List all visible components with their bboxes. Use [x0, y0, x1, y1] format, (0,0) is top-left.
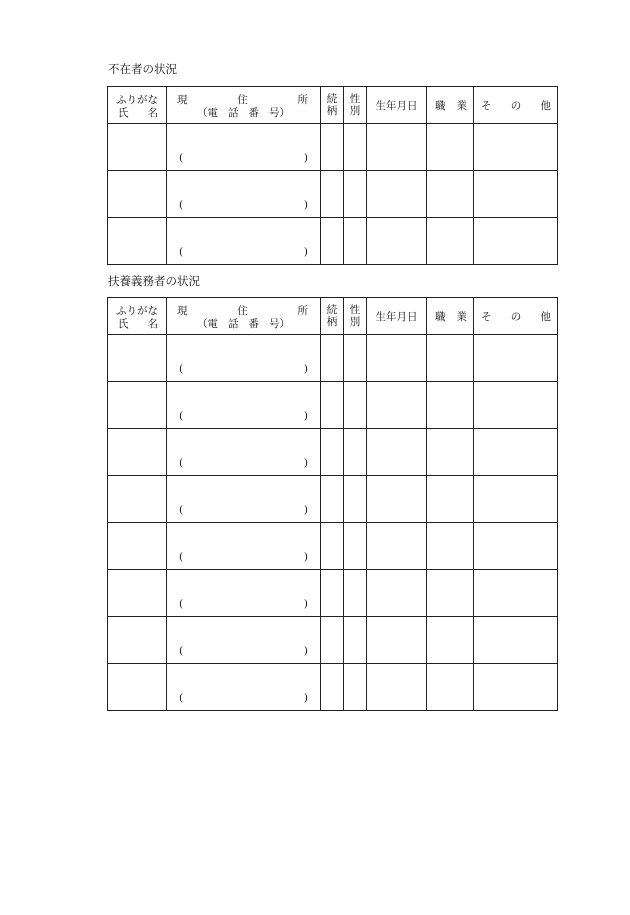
relation-cell[interactable]: [321, 218, 344, 265]
birthdate-cell[interactable]: [367, 335, 427, 382]
sex-cell[interactable]: [344, 171, 367, 218]
birthdate-cell[interactable]: [367, 617, 427, 664]
address-cell[interactable]: ( ): [167, 570, 321, 617]
other-cell[interactable]: [474, 664, 558, 711]
other-cell[interactable]: [474, 523, 558, 570]
header-relation: 続 柄: [321, 298, 344, 335]
occupation-cell[interactable]: [427, 171, 474, 218]
header-sex: 性 別: [344, 298, 367, 335]
birthdate-cell[interactable]: [367, 124, 427, 171]
address-cell[interactable]: ( ): [167, 664, 321, 711]
support-obligors-table: [107, 297, 558, 711]
name-cell[interactable]: [108, 476, 167, 523]
relation-cell[interactable]: [321, 335, 344, 382]
relation-cell[interactable]: [321, 523, 344, 570]
relation-cell[interactable]: [321, 476, 344, 523]
occupation-cell[interactable]: [427, 617, 474, 664]
address-cell[interactable]: ( ): [167, 382, 321, 429]
header-occupation: 職 業: [427, 87, 474, 124]
name-cell[interactable]: [108, 523, 167, 570]
header-relation: 続 柄: [321, 87, 344, 124]
relation-cell[interactable]: [321, 617, 344, 664]
occupation-cell[interactable]: [427, 218, 474, 265]
sex-cell[interactable]: [344, 617, 367, 664]
name-cell[interactable]: [108, 382, 167, 429]
other-cell[interactable]: [474, 617, 558, 664]
address-cell[interactable]: ( ): [167, 617, 321, 664]
name-cell[interactable]: [108, 335, 167, 382]
birthdate-cell[interactable]: [367, 476, 427, 523]
table-row: [108, 124, 558, 171]
other-cell[interactable]: [474, 476, 558, 523]
birthdate-cell[interactable]: [367, 218, 427, 265]
sex-cell[interactable]: [344, 382, 367, 429]
occupation-cell[interactable]: [427, 335, 474, 382]
sex-cell[interactable]: [344, 218, 367, 265]
sex-cell[interactable]: [344, 124, 367, 171]
birthdate-cell[interactable]: [367, 523, 427, 570]
sex-cell[interactable]: [344, 523, 367, 570]
address-cell[interactable]: ( ): [167, 523, 321, 570]
address-cell[interactable]: ( ): [167, 218, 321, 265]
other-cell[interactable]: [474, 171, 558, 218]
table-row: [108, 429, 558, 476]
table-row: [108, 382, 558, 429]
sex-cell[interactable]: [344, 664, 367, 711]
sex-cell[interactable]: [344, 476, 367, 523]
header-row: [108, 298, 558, 335]
address-cell[interactable]: ( ): [167, 335, 321, 382]
table-row: [108, 476, 558, 523]
address-cell[interactable]: ( ): [167, 429, 321, 476]
occupation-cell[interactable]: [427, 124, 474, 171]
header-name: ふりがな 氏 名: [108, 87, 167, 124]
occupation-cell[interactable]: [427, 382, 474, 429]
name-cell[interactable]: [108, 429, 167, 476]
name-cell[interactable]: [108, 664, 167, 711]
address-cell[interactable]: ( ): [167, 171, 321, 218]
name-cell[interactable]: [108, 617, 167, 664]
birthdate-cell[interactable]: [367, 570, 427, 617]
other-cell[interactable]: [474, 218, 558, 265]
section-title-absentee: 不在者の状況: [108, 62, 177, 76]
header-name: ふりがな 氏 名: [108, 298, 167, 335]
name-cell[interactable]: [108, 171, 167, 218]
other-cell[interactable]: [474, 429, 558, 476]
relation-cell[interactable]: [321, 124, 344, 171]
occupation-cell[interactable]: [427, 523, 474, 570]
occupation-cell[interactable]: [427, 429, 474, 476]
relation-cell[interactable]: [321, 570, 344, 617]
name-cell[interactable]: [108, 124, 167, 171]
header-address: 現 住 所 （電 話 番 号）: [167, 87, 321, 124]
relation-cell[interactable]: [321, 429, 344, 476]
table-row: [108, 570, 558, 617]
header-other: そ の 他: [474, 298, 558, 335]
table-row: [108, 617, 558, 664]
birthdate-cell[interactable]: [367, 664, 427, 711]
section-title-support-obligors: 扶養義務者の状況: [108, 274, 200, 288]
birthdate-cell[interactable]: [367, 382, 427, 429]
other-cell[interactable]: [474, 124, 558, 171]
sex-cell[interactable]: [344, 570, 367, 617]
occupation-cell[interactable]: [427, 664, 474, 711]
header-sex: 性 別: [344, 87, 367, 124]
address-cell[interactable]: ( ): [167, 124, 321, 171]
occupation-cell[interactable]: [427, 476, 474, 523]
table-row: [108, 664, 558, 711]
table-row: [108, 523, 558, 570]
header-birthdate: 生年月日: [367, 87, 427, 124]
table-row: [108, 218, 558, 265]
address-cell[interactable]: ( ): [167, 476, 321, 523]
header-birthdate: 生年月日: [367, 298, 427, 335]
header-other: そ の 他: [474, 87, 558, 124]
table-row: [108, 171, 558, 218]
relation-cell[interactable]: [321, 382, 344, 429]
header-address: 現 住 所 （電 話 番 号）: [167, 298, 321, 335]
header-row: [108, 87, 558, 124]
other-cell[interactable]: [474, 382, 558, 429]
relation-cell[interactable]: [321, 171, 344, 218]
relation-cell[interactable]: [321, 664, 344, 711]
birthdate-cell[interactable]: [367, 429, 427, 476]
absentee-table: [107, 86, 558, 265]
birthdate-cell[interactable]: [367, 171, 427, 218]
sex-cell[interactable]: [344, 429, 367, 476]
name-cell[interactable]: [108, 570, 167, 617]
name-cell[interactable]: [108, 218, 167, 265]
table-row: [108, 335, 558, 382]
sex-cell[interactable]: [344, 335, 367, 382]
other-cell[interactable]: [474, 335, 558, 382]
occupation-cell[interactable]: [427, 570, 474, 617]
header-occupation: 職 業: [427, 298, 474, 335]
other-cell[interactable]: [474, 570, 558, 617]
